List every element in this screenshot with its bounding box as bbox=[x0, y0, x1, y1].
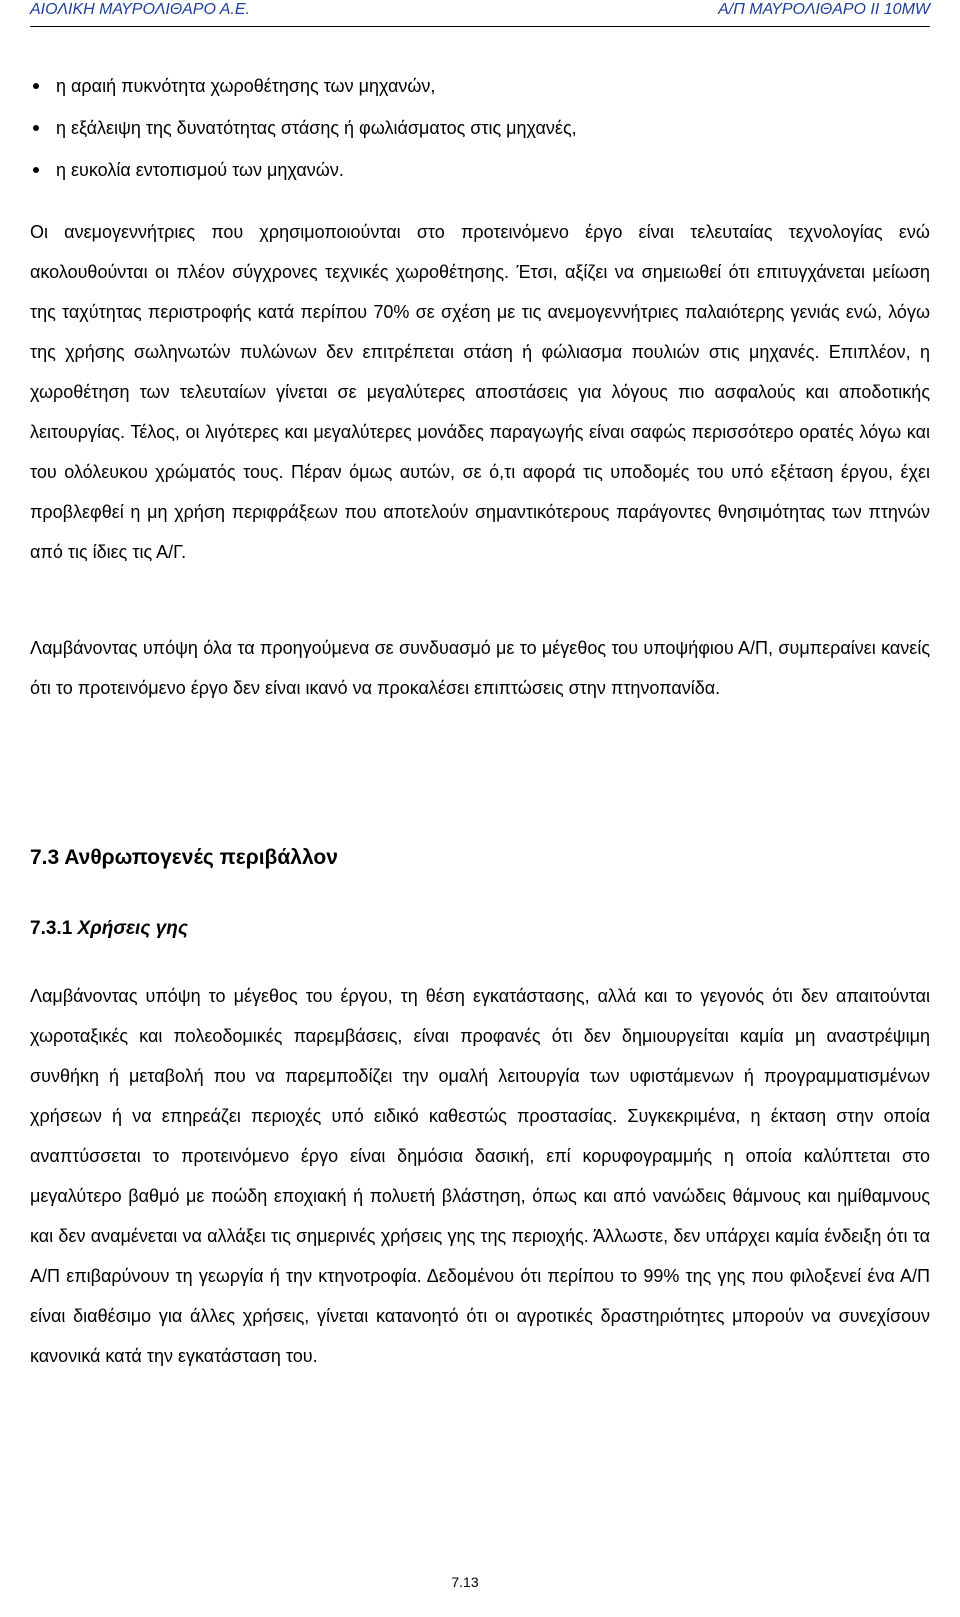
list-item: η ευκολία εντοπισμού των μηχανών. bbox=[30, 154, 930, 196]
bullet-list bbox=[30, 70, 930, 196]
header-project: Α/Π ΜΑΥΡΟΛΙΘΑΡΟ ΙΙ 10MW bbox=[718, 1, 930, 18]
section-heading: 7.3 Ανθρωπογενές περιβάλλον bbox=[30, 846, 338, 869]
subsection-number: 7.3.1 bbox=[30, 918, 73, 939]
subsection-heading bbox=[30, 918, 188, 940]
page-number: 7.13 bbox=[451, 1574, 479, 1590]
list-item: η εξάλειψη της δυνατότητας στάσης ή φωλιάσματος στις μηχανές, bbox=[30, 112, 930, 154]
paragraph-conclusion: Λαμβάνοντας υπόψη όλα τα προηγούμενα σε συνδυασμό με το μέγεθος του υποψήφιου Α/Π, συμπεραίνει κανείς ότι το προτεινόμενο έργο δεν είναι ικανό να προκαλέσει επιπτώσεις στην πτηνοπανίδα. bbox=[30, 638, 930, 698]
paragraph-turbines: Οι ανεμογεννήτριες που χρησιμοποιούνται στο προτεινόμενο έργο είναι τελευταίας τεχνολογίας ενώ ακολουθούνται οι πλέον σύγχρονες τεχνικές χωροθέτησης. Έτσι, αξίζει να σημειωθεί ότι επιτυγχάνεται μείωση της ταχύτητας περιστροφής κατά περίπου 70% σε σχέση με τις ανεμογεννήτριες παλαιότερης γενιάς ενώ, λόγω της χρήσης σωληνωτών πυλώνων δεν επιτρέπεται στάση ή φώλιασμα πουλιών στις μηχανές. Επιπλέον, η χωροθέτηση των τελευταίων γίνεται σε μεγαλύτερες αποστάσεις για λόγους πιο ασφαλούς και αποδοτικής λειτουργίας. Τέλος, οι λιγότερες και μεγαλύτερες μονάδες παραγωγής είναι σαφώς περισσότερο ορατές λόγω και του ολόλευκου χρώματός τους. Πέραν όμως αυτών, σε ό,τι αφορά τις υποδομές του υπό εξέταση έργου, έχει προβλεφθεί η μη χρήση περιφράξεων που αποτελούν σημαντικότερους παράγοντες θνησιμότητας των πτηνών από τις ίδιες τις Α/Γ. bbox=[30, 222, 930, 562]
list-item: η αραιή πυκνότητα χωροθέτησης των μηχανών, bbox=[30, 70, 930, 112]
header-company: ΑΙΟΛΙΚΗ ΜΑΥΡΟΛΙΘΑΡΟ Α.Ε. bbox=[30, 1, 250, 18]
paragraph-land-use: Λαμβάνοντας υπόψη το μέγεθος του έργου, τη θέση εγκατάστασης, αλλά και το γεγονός ότι δεν απαιτούνται χωροταξικές και πολεοδομικές παρεμβάσεις, είναι προφανές ότι δεν δημιουργείται καμία μη αναστρέψιμη συνθήκη ή μεταβολή που να παρεμποδίζει την ομαλή λειτουργία των υφιστάμενων ή προγραμματισμένων χρήσεων ή να επηρεάζει περιοχές υπό ειδικό καθεστώς προστασίας. Συγκεκριμένα, η έκταση στην οποία αναπτύσσεται το προτεινόμενο έργο είναι δημόσια δασική, επί κορυφογραμμής η οποία καλύπτεται στο μεγαλύτερο βαθμό με ποώδη εποχιακή ή πολυετή βλάστηση, όπως και από νανώδεις θάμνους και ημίθαμνους και δεν αναμένεται να αλλάξει τις σημερινές χρήσεις γης της περιοχής. Άλλωστε, δεν υπάρχει καμία ένδειξη ότι τα Α/Π επιβαρύνουν τη γεωργία ή την κτηνοτροφία. Δεδομένου ότι περίπου το 99% της γης που φιλοξενεί ένα Α/Π είναι διαθέσιμο για άλλες χρήσεις, γίνεται κατανοητό ότι οι αγροτικές δραστηριότητες μπορούν να συνεχίσουν κανονικά κατά την εγκατάσταση του. bbox=[30, 986, 930, 1366]
page-header bbox=[30, 0, 930, 27]
subsection-title: Χρήσεις γης bbox=[77, 918, 188, 939]
